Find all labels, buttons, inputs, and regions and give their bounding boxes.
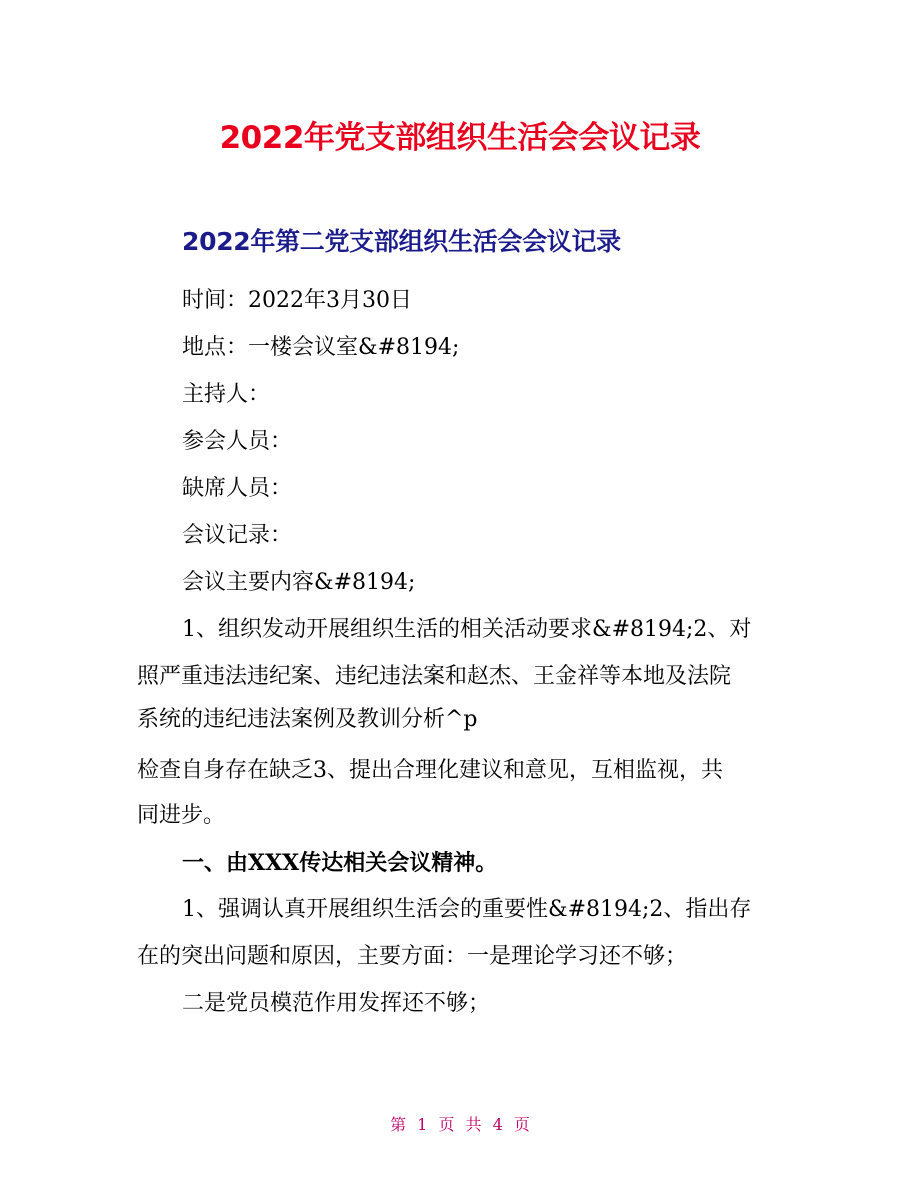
meeting-attendees: 参会人员： <box>182 429 293 454</box>
page-footer: 第 1 页 共 4 页 <box>390 1115 530 1134</box>
meeting-host: 主持人： <box>182 382 271 407</box>
meeting-absentees: 缺席人员： <box>182 476 293 501</box>
paragraph-line: 检查自身存在缺乏3、提出合理化建议和意见，互相监视，共 <box>137 758 723 783</box>
meeting-location: 地点：一楼会议室&#8194; <box>182 335 460 360</box>
paragraph-line: 1、强调认真开展组织生活会的重要性&#8194;2、指出存 <box>182 897 752 922</box>
section-heading: 一、由XXX传达相关会议精神。 <box>182 850 498 876</box>
meeting-time: 时间：2022年3月30日 <box>182 288 412 313</box>
paragraph-line: 在的突出问题和原因，主要方面：一是理论学习还不够； <box>137 944 688 969</box>
page-title: 2022年党支部组织生活会会议记录 <box>219 120 701 156</box>
paragraph-line: 照严重违法违纪案、违纪违法案和赵杰、王金祥等本地及法院 <box>137 664 732 689</box>
paragraph-line: 系统的违纪违法案例及教训分析^p <box>137 707 478 732</box>
paragraph-line: 1、组织发动开展组织生活的相关活动要求&#8194;2、对 <box>182 617 752 642</box>
meeting-main-content-label: 会议主要内容&#8194; <box>182 570 416 595</box>
meeting-record-label: 会议记录： <box>182 523 293 548</box>
paragraph-line: 二是党员模范作用发挥还不够； <box>182 991 491 1016</box>
document-subtitle: 2022年第二党支部组织生活会会议记录 <box>182 227 621 256</box>
paragraph-line: 同进步。 <box>137 803 226 828</box>
